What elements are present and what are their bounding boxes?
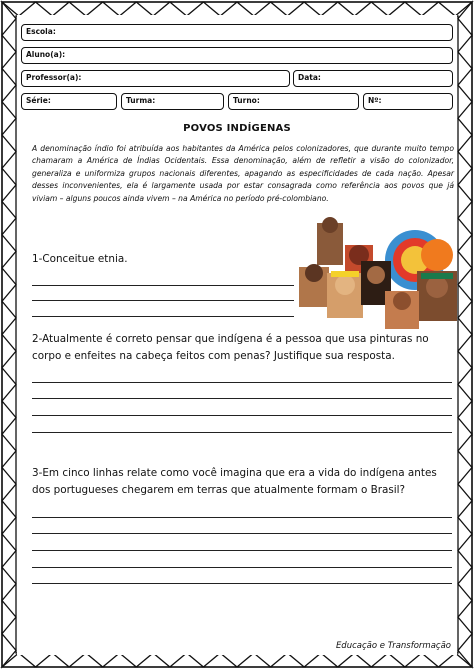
label-turno: Turno: bbox=[233, 96, 260, 105]
border-triangle bbox=[69, 653, 103, 667]
intro-paragraph: A denominação índio foi atribuída aos habitantes da América pelos colonizadores, que durante muito tempo chamaram a América de Índias Ocidentais. Essa denominação, além de refletir a visão do colonizador, generaliza e uniformiza grupos nacionais diferentes, apagando as especificidades de cada nação. Apesar desses inconvenientes, ela é largamente usada por estar consagrada como referência aos povos que já viviam – alguns poucos ainda vivem – na América no período pré-colombiano. bbox=[32, 144, 454, 203]
border-triangle bbox=[2, 534, 16, 567]
border-triangle bbox=[2, 335, 16, 368]
border-triangle bbox=[2, 235, 16, 268]
border-triangle bbox=[438, 2, 472, 16]
border-triangle bbox=[2, 2, 16, 35]
border-triangle bbox=[458, 401, 472, 434]
border-triangle bbox=[2, 401, 16, 434]
border-triangle bbox=[136, 653, 170, 667]
field-professor[interactable] bbox=[21, 70, 290, 87]
border-triangle bbox=[136, 2, 170, 16]
label-escola: Escola: bbox=[26, 27, 56, 36]
border-triangle bbox=[2, 601, 16, 634]
field-turma[interactable] bbox=[121, 93, 224, 110]
border-triangle bbox=[2, 135, 16, 168]
border-triangle bbox=[103, 653, 137, 667]
answer-line[interactable] bbox=[32, 300, 294, 301]
field-numero[interactable] bbox=[363, 93, 453, 110]
border-triangle bbox=[2, 301, 16, 334]
label-aluno: Aluno(a): bbox=[26, 50, 66, 59]
border-triangle bbox=[2, 168, 16, 201]
border-triangle bbox=[458, 634, 472, 667]
answer-line[interactable] bbox=[32, 432, 452, 433]
border-triangle bbox=[203, 653, 237, 667]
field-escola[interactable] bbox=[21, 24, 453, 41]
border-triangle bbox=[304, 2, 338, 16]
border-triangle bbox=[203, 2, 237, 16]
border-triangle bbox=[371, 2, 405, 16]
border-triangle bbox=[2, 69, 16, 102]
border-triangle bbox=[338, 2, 372, 16]
border-triangle bbox=[2, 434, 16, 467]
field-turno[interactable] bbox=[228, 93, 359, 110]
border-triangle bbox=[237, 653, 271, 667]
border-triangle bbox=[458, 468, 472, 501]
border-triangle bbox=[2, 368, 16, 401]
border-triangle bbox=[458, 135, 472, 168]
border-triangle bbox=[405, 2, 439, 16]
question-2: 2-Atualmente é correto pensar que indígena é a pessoa que usa pinturas no corpo e enfeites na cabeça feitos com penas? Justifique sua resposta. bbox=[32, 333, 429, 362]
border-triangle bbox=[458, 601, 472, 634]
border-triangle bbox=[2, 2, 36, 16]
answer-line[interactable] bbox=[32, 285, 294, 286]
border-triangle bbox=[2, 268, 16, 301]
border-triangle bbox=[2, 501, 16, 534]
question-3: 3-Em cinco linhas relate como você imagina que era a vida do indígena antes dos portugueses chegarem em terras que atualmente formam o Brasil? bbox=[32, 467, 437, 496]
border-triangle bbox=[458, 35, 472, 68]
border-triangle bbox=[458, 301, 472, 334]
indigenous-photo-collage bbox=[297, 215, 457, 330]
border-triangle bbox=[2, 634, 16, 667]
question-1: 1-Conceitue etnia. bbox=[32, 253, 128, 265]
answer-line[interactable] bbox=[32, 398, 452, 399]
border-triangle bbox=[2, 35, 16, 68]
label-serie: Série: bbox=[26, 96, 51, 105]
border-triangle bbox=[2, 567, 16, 600]
border-triangle bbox=[304, 653, 338, 667]
border-triangle bbox=[271, 2, 305, 16]
border-triangle bbox=[458, 534, 472, 567]
border-triangle bbox=[69, 2, 103, 16]
border-triangle bbox=[103, 2, 137, 16]
border-triangle bbox=[458, 501, 472, 534]
border-triangle bbox=[458, 335, 472, 368]
border-triangle bbox=[338, 653, 372, 667]
border-triangle bbox=[237, 2, 271, 16]
answer-line[interactable] bbox=[32, 316, 294, 317]
border-triangle bbox=[458, 567, 472, 600]
border-triangle bbox=[2, 653, 36, 667]
border-triangle bbox=[458, 168, 472, 201]
border-triangle bbox=[2, 468, 16, 501]
field-serie[interactable] bbox=[21, 93, 117, 110]
border-triangle bbox=[36, 2, 70, 16]
border-triangle bbox=[371, 653, 405, 667]
border-triangle bbox=[170, 653, 204, 667]
answer-line[interactable] bbox=[32, 415, 452, 416]
border-triangle bbox=[2, 102, 16, 135]
worksheet-page bbox=[17, 15, 457, 655]
answer-line[interactable] bbox=[32, 567, 452, 568]
answer-line[interactable] bbox=[32, 550, 452, 551]
border-triangle bbox=[458, 202, 472, 235]
border-triangle bbox=[458, 102, 472, 135]
answer-line[interactable] bbox=[32, 583, 452, 584]
answer-line[interactable] bbox=[32, 517, 452, 518]
border-triangle bbox=[170, 2, 204, 16]
answer-line[interactable] bbox=[32, 533, 452, 534]
field-data[interactable] bbox=[293, 70, 453, 87]
page-title: POVOS INDÍGENAS bbox=[183, 123, 291, 134]
border-triangle bbox=[405, 653, 439, 667]
border-triangle bbox=[458, 434, 472, 467]
border-triangle bbox=[271, 653, 305, 667]
label-data: Data: bbox=[298, 73, 321, 82]
border-triangle bbox=[458, 268, 472, 301]
border-triangle bbox=[438, 653, 472, 667]
border-triangle bbox=[458, 2, 472, 35]
label-turma: Turma: bbox=[126, 96, 156, 105]
border-triangle bbox=[2, 202, 16, 235]
field-aluno[interactable] bbox=[21, 47, 453, 64]
label-professor: Professor(a): bbox=[26, 73, 82, 82]
border-triangle bbox=[458, 235, 472, 268]
label-numero: Nº: bbox=[368, 96, 382, 105]
answer-line[interactable] bbox=[32, 382, 452, 383]
border-triangle bbox=[36, 653, 70, 667]
border-triangle bbox=[458, 69, 472, 102]
footer-credit: Educação e Transformação bbox=[335, 641, 451, 651]
border-triangle bbox=[458, 368, 472, 401]
